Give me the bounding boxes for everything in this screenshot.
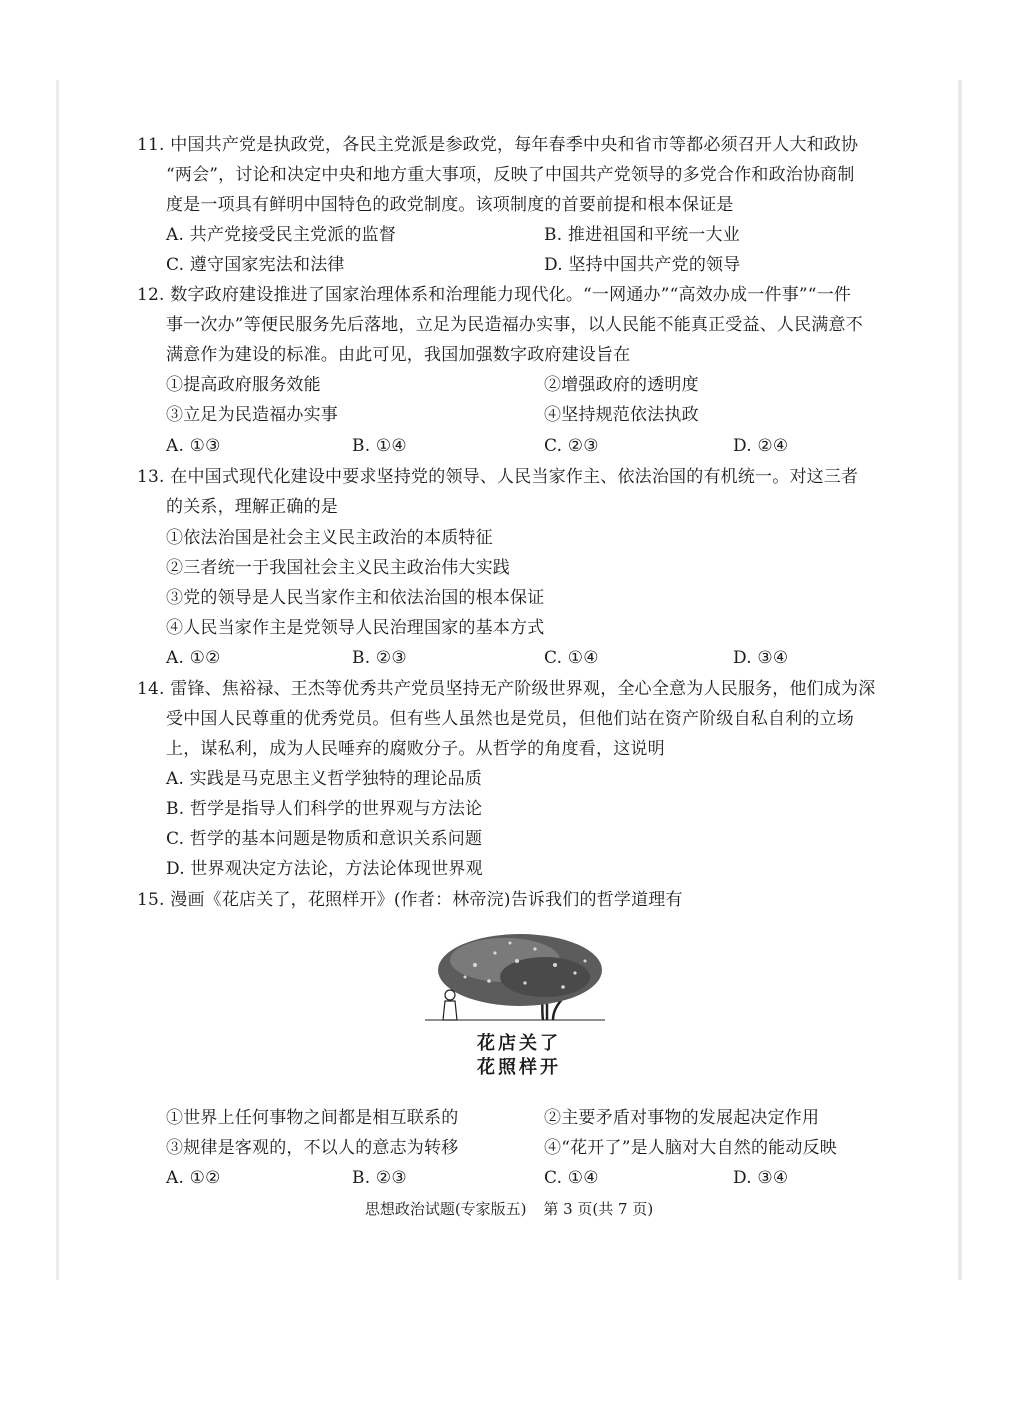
q13-answer-d: D. ③④ [733,648,789,668]
q13-item-1: ①依法治国是社会主义民主政治的本质特征 [166,528,493,548]
q14-option-b: B. 哲学是指导人们科学的世界观与方法论 [166,799,483,819]
q14-stem-line-3: 上，谋私利，成为人民唾弃的腐败分子。从哲学的角度看，这说明 [166,739,665,759]
q14-stem-line-2: 受中国人民尊重的优秀党员。但有些人虽然也是党员，但他们站在资产阶级自私自利的立场 [166,709,854,729]
q11-option-a: A. 共产党接受民主党派的监督 [166,225,397,245]
q15-answer-a: A. ①② [166,1168,221,1188]
q15-stem: 15. 漫画《花店关了，花照样开》(作者：林帝浣)告诉我们的哲学道理有 [137,890,683,910]
q12-answer-b: B. ①④ [352,436,407,456]
page-footer [0,1198,1018,1220]
q13-answer-b: B. ②③ [352,648,407,668]
q12-stem-line-2: 事一次办”等便民服务先后落地，立足为民造福办实事，以人民能不能真正受益、人民满意不 [166,315,863,335]
q15-item-4: ④“花开了”是人脑对大自然的能动反映 [544,1138,837,1158]
q12-stem-line-1: 12. 数字政府建设推进了国家治理体系和治理能力现代化。“一网通办”“高效办成一件事”“一件 [137,285,852,305]
q12-item-1: ①提高政府服务效能 [166,375,321,395]
q12-item-2: ②增强政府的透明度 [544,375,699,395]
q15-item-3: ③规律是客观的，不以人的意志为转移 [166,1138,459,1158]
q14-option-c: C. 哲学的基本问题是物质和意识关系问题 [166,829,483,849]
q11-option-c: C. 遵守国家宪法和法律 [166,255,345,275]
q11-stem-line-2: “两会”，讨论和决定中央和地方重大事项，反映了中国共产党领导的多党合作和政治协商制 [166,165,855,185]
q12-answer-a: A. ①③ [166,436,221,456]
q12-answer-c: C. ②③ [544,436,599,456]
q14-stem-line-1: 14. 雷锋、焦裕禄、王杰等优秀共产党员坚持无产阶级世界观，全心全意为人民服务，他们成为深 [137,679,876,699]
q13-stem-line-1: 13. 在中国式现代化建设中要求坚持党的领导、人民当家作主、依法治国的有机统一。对这三者 [137,467,859,487]
q13-answer-a: A. ①② [166,648,221,668]
q15-answer-c: C. ①④ [544,1168,599,1188]
q12-answer-d: D. ②④ [733,436,789,456]
q14-option-a: A. 实践是马克思主义哲学独特的理论品质 [166,769,483,789]
cartoon-flower-tree-image [425,925,605,1025]
q15-answer-b: B. ②③ [352,1168,407,1188]
cartoon-caption-line-1: 花店关了 [477,1033,561,1054]
q11-stem-line-1: 11. 中国共产党是执政党，各民主党派是参政党，每年春季中央和省市等都必须召开人大和政协 [137,135,859,155]
q15-item-2: ②主要矛盾对事物的发展起决定作用 [544,1108,820,1128]
q12-item-3: ③立足为民造福办实事 [166,405,338,425]
q15-answer-d: D. ③④ [733,1168,789,1188]
q12-stem-line-3: 满意作为建设的标准。由此可见，我国加强数字政府建设旨在 [166,345,631,365]
footer-page-number: 第 3 页(共 7 页) [543,1200,654,1218]
q13-item-2: ②三者统一于我国社会主义民主政治伟大实践 [166,558,510,578]
q13-stem-line-2: 的关系，理解正确的是 [166,497,338,517]
q15-item-1: ①世界上任何事物之间都是相互联系的 [166,1108,459,1128]
q13-item-4: ④人民当家作主是党领导人民治理国家的基本方式 [166,618,545,638]
q12-item-4: ④坚持规范依法执政 [544,405,699,425]
q14-option-d: D. 世界观决定方法论，方法论体现世界观 [166,859,483,879]
cartoon-caption-line-2: 花照样开 [477,1057,561,1078]
footer-subject: 思想政治试题(专家版五) [364,1200,527,1218]
q13-answer-c: C. ①④ [544,648,599,668]
q11-stem-line-3: 度是一项具有鲜明中国特色的政党制度。该项制度的首要前提和根本保证是 [166,195,734,215]
q13-item-3: ③党的领导是人民当家作主和依法治国的根本保证 [166,588,545,608]
q11-option-b: B. 推进祖国和平统一大业 [544,225,740,245]
q11-option-d: D. 坚持中国共产党的领导 [544,255,741,275]
